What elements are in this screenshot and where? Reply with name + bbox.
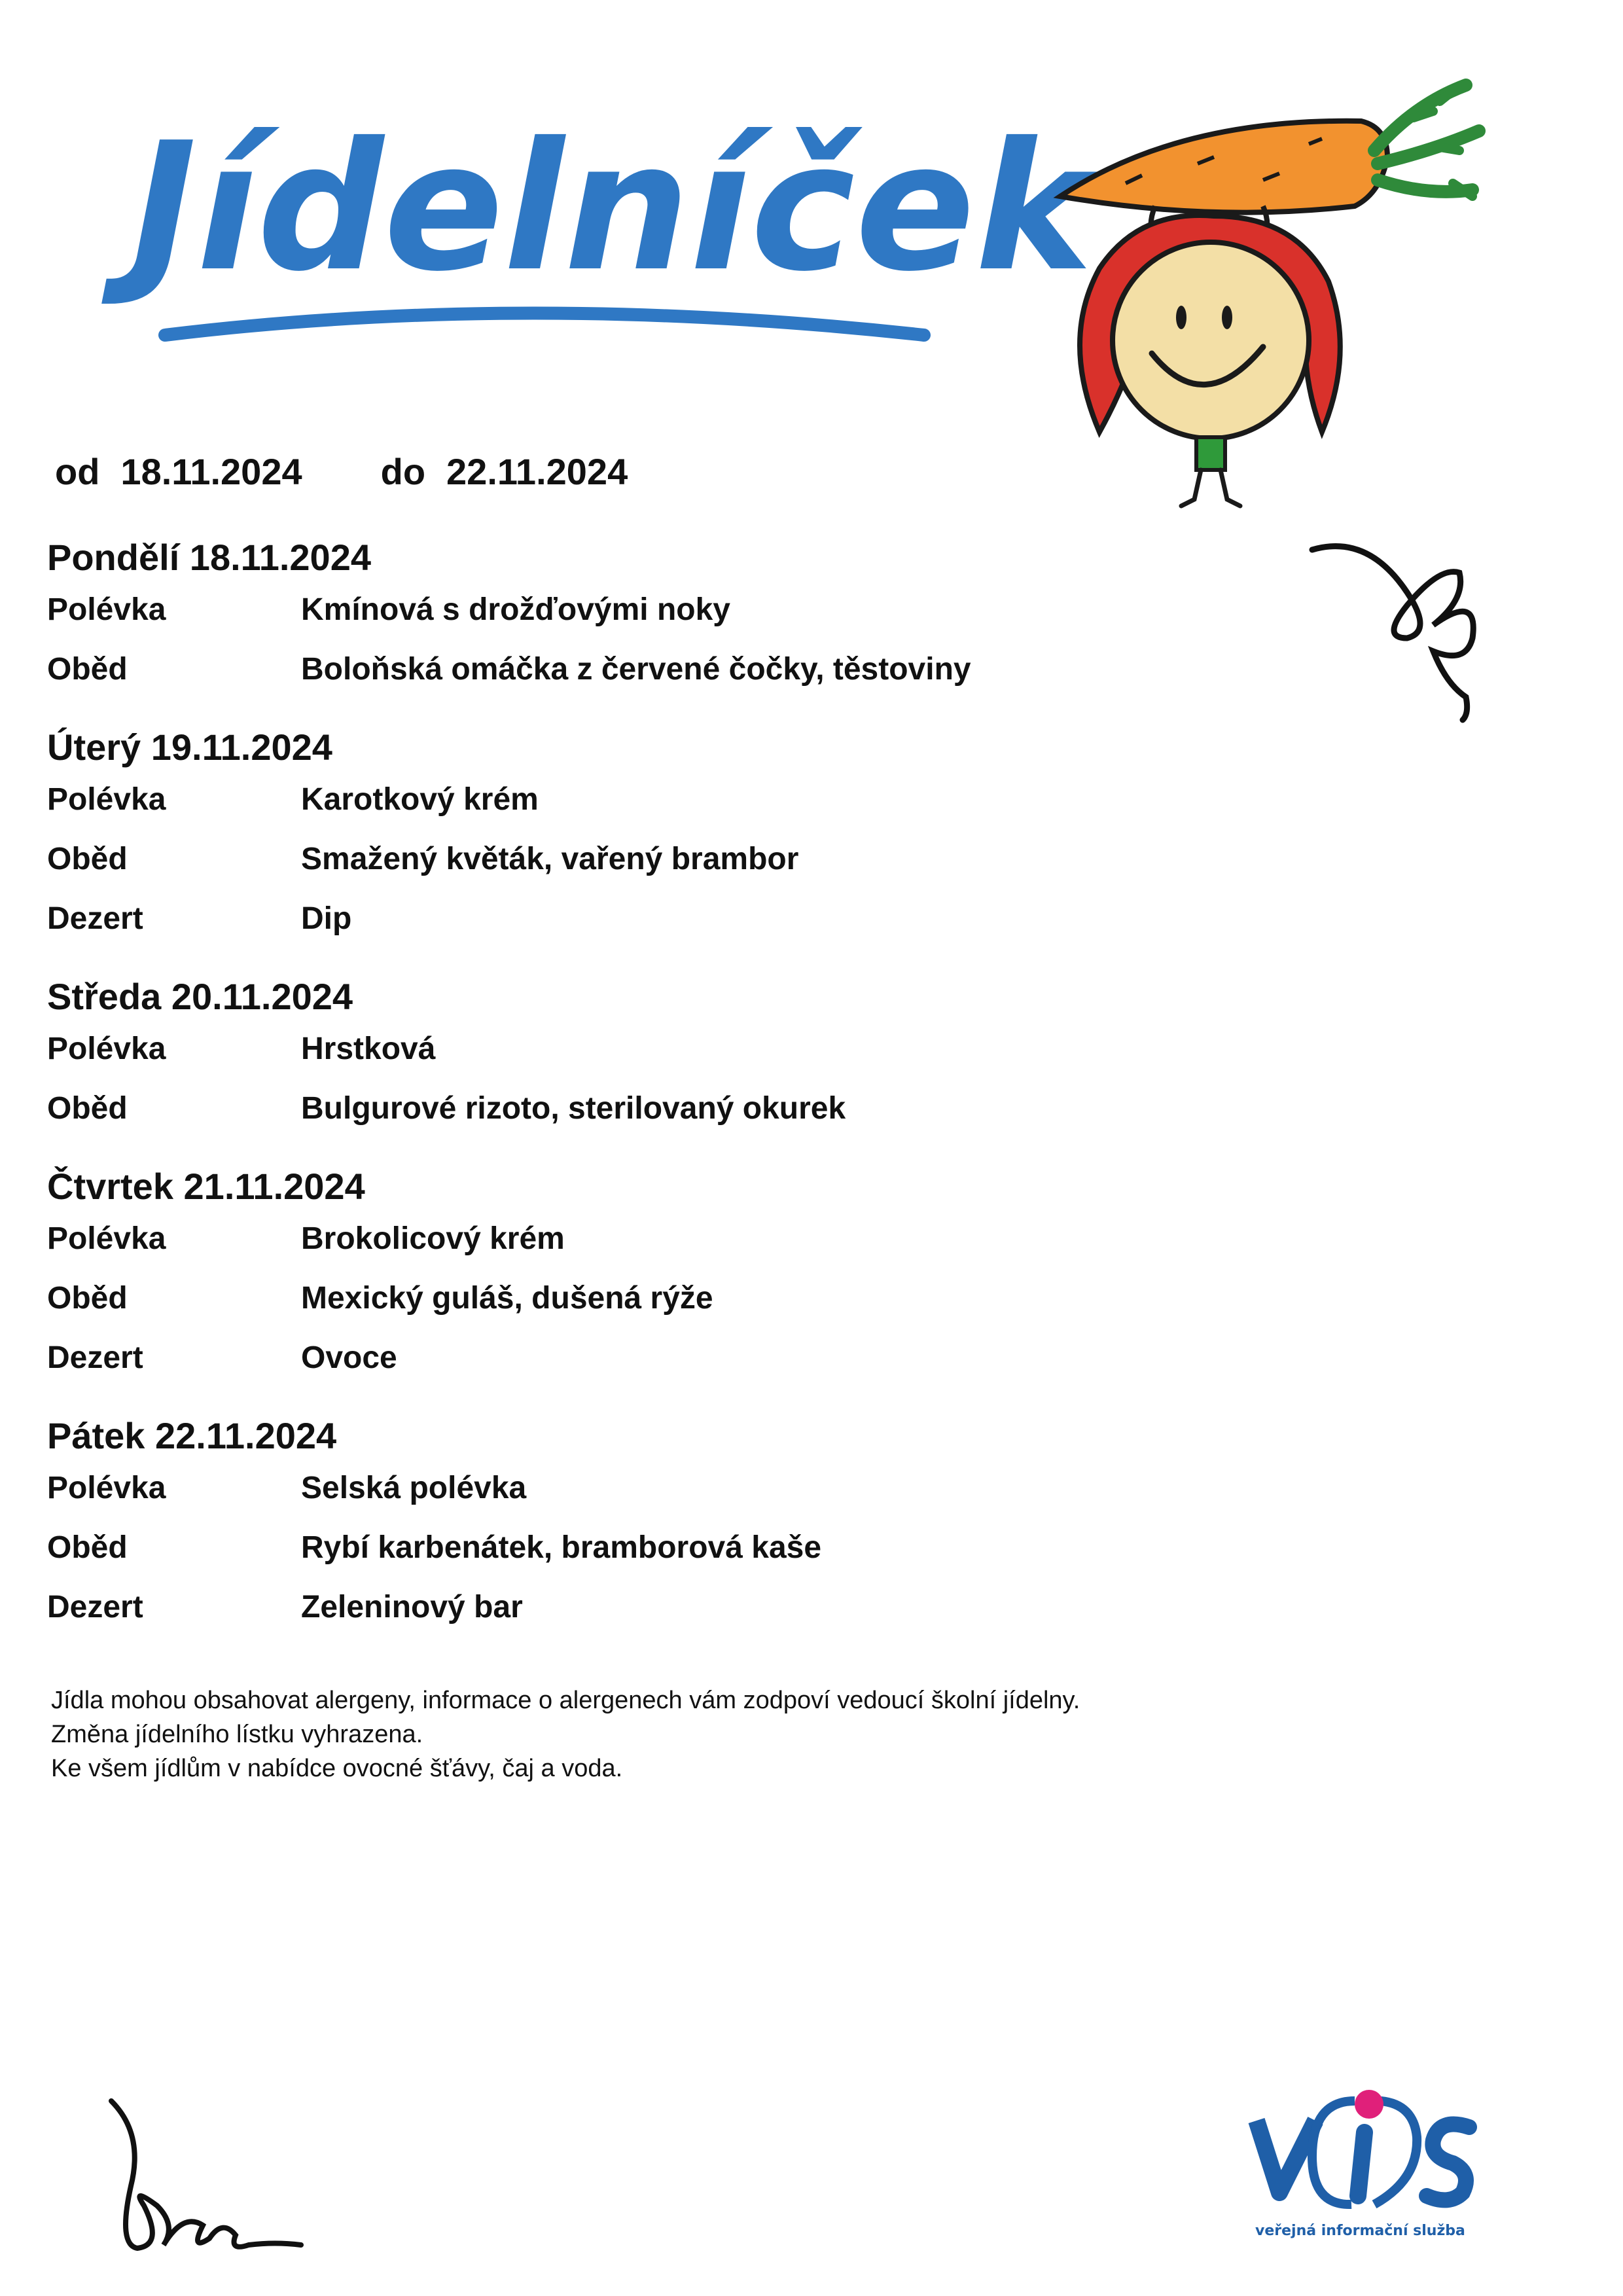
menu-row [47,584,1291,643]
menu-category: Polévka [47,1031,166,1066]
from-label: od [55,451,100,492]
menu-category: Dezert [47,1340,143,1375]
menu-dish: Zeleninový bar [301,1590,523,1624]
day-title: Čtvrtek 21.11.2024 [47,1166,365,1207]
menu-category: Oběd [47,652,128,687]
day-monday [47,531,1291,703]
day-friday [47,1410,1291,1641]
day-thursday [47,1160,1291,1391]
menu-dish: Rybí karbenátek, bramborová kaše [301,1530,822,1565]
vis-tagline: veřejná informační služba [1255,2223,1465,2239]
menu-category: Polévka [47,782,166,817]
menu-dish: Boloňská omáčka z červené čočky, těstoviny [301,652,971,687]
menu-category: Dezert [47,901,143,936]
menu-dish: Hrstková [301,1031,436,1066]
girl-carrot-mascot-illustration [1047,65,1492,537]
menu-row [47,1083,1291,1142]
menu-row [47,643,1291,703]
menu-dish: Ovoce [301,1340,397,1375]
menu-notes [51,1683,1080,1785]
title-text: Jídelníček [131,104,1093,310]
menu-row [47,833,1291,893]
menu-category: Polévka [47,1221,166,1256]
menu-dish: Karotkový krém [301,782,539,817]
date-range [55,450,706,493]
menu-row [47,1023,1291,1083]
menu-row [47,1522,1291,1581]
day-title: Středa 20.11.2024 [47,976,353,1017]
menu-category: Oběd [47,1091,128,1126]
menu-row [47,893,1291,952]
menu-dish: Selská polévka [301,1471,527,1505]
menu-row [47,774,1291,833]
day-title: Pondělí 18.11.2024 [47,537,371,578]
signature-bottom-drawing [105,2094,314,2265]
note-allergens: Jídla mohou obsahovat alergeny, informace o alergenech vám zodpoví vedoucí školní jídelny. [51,1687,1080,1714]
menu-dish: Kmínová s drožďovými noky [301,592,730,627]
to-label: do [380,451,426,492]
to-date: 22.11.2024 [446,451,628,492]
signature-top-drawing [1309,533,1492,723]
day-tuesday [47,721,1291,952]
menu-category: Dezert [47,1590,143,1624]
day-wednesday [47,971,1291,1142]
day-title: Úterý 19.11.2024 [47,726,332,768]
menu-dish: Smažený květák, vařený brambor [301,842,799,876]
menu-dish: Brokolicový krém [301,1221,565,1256]
menu-row [47,1462,1291,1522]
menu-row [47,1213,1291,1272]
menu-dish: Bulgurové rizoto, sterilovaný okurek [301,1091,846,1126]
title-underline [165,314,924,336]
menu-category: Oběd [47,1530,128,1565]
from-date: 18.11.2024 [120,451,302,492]
jidelnicek-title-logo [131,72,1093,373]
menu-dish: Mexický guláš, dušená rýže [301,1281,713,1316]
vis-logo [1243,2075,1505,2245]
menu-category: Oběd [47,842,128,876]
menu-dish: Dip [301,901,352,936]
menu-category: Polévka [47,1471,166,1505]
weekly-menu [47,531,1291,1659]
menu-category: Oběd [47,1281,128,1316]
menu-category: Polévka [47,592,166,627]
menu-row [47,1272,1291,1332]
day-title: Pátek 22.11.2024 [47,1415,337,1456]
note-drinks: Ke všem jídlům v nabídce ovocné šťávy, čaj a voda. [51,1755,623,1782]
menu-row [47,1332,1291,1391]
menu-row [47,1581,1291,1641]
note-changes: Změna jídelního lístku vyhrazena. [51,1721,423,1748]
vis-logo-dot [1355,2090,1383,2119]
